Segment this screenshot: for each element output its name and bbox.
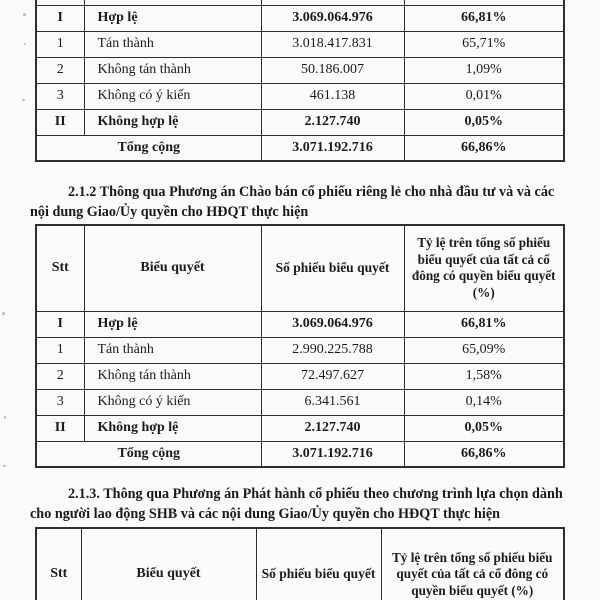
section-heading-2-1-2: [30, 183, 554, 222]
cell-votes: 3.069.064.976: [261, 311, 404, 337]
cell-stt: 3: [36, 389, 84, 415]
cell-ratio: 66,81%: [404, 311, 564, 337]
section-heading-line: 2.1.3. Thông qua Phương án Phát hành cổ phiếu theo chương trình lựa chọn dành: [68, 486, 563, 502]
cell-votes: 461.138: [261, 83, 404, 109]
header-votes: Số phiếu biểu quyết: [261, 225, 404, 311]
header-ratio: Tỷ lệ trên tổng số phiếu biểu quyết của tất cả cổ đông có quyền biểu quyết (%): [381, 528, 564, 600]
cell-ratio: 66,86%: [404, 135, 564, 161]
cell-ratio: 66,81%: [404, 5, 564, 31]
cell-stt: 2: [36, 57, 84, 83]
cell-ratio: 0,01%: [404, 83, 564, 109]
cell-total-label: Tổng cộng: [36, 135, 261, 161]
section-heading-2-1-3: [30, 485, 563, 524]
table-row: [36, 5, 564, 31]
cell-ratio: 1,58%: [404, 363, 564, 389]
cell-option: Hợp lệ: [84, 311, 261, 337]
cell-stt: II: [36, 415, 84, 441]
cell-ratio: 0,14%: [404, 389, 564, 415]
cell-ratio: 0,05%: [404, 415, 564, 441]
cell-votes: 50.186.007: [261, 57, 404, 83]
table-row: [36, 57, 564, 83]
cell-stt: 1: [36, 337, 84, 363]
cell-votes: 72.497.627: [261, 363, 404, 389]
table-row: [36, 109, 564, 135]
cell-option: Tán thành: [84, 337, 261, 363]
cell-option: Hợp lệ: [84, 5, 261, 31]
table-row: [36, 31, 564, 57]
cell-votes: 3.071.192.716: [261, 135, 404, 161]
cell-stt: 3: [36, 83, 84, 109]
table-header-row: [36, 528, 564, 600]
total-row: [36, 135, 564, 161]
cell-votes: 2.127.740: [261, 109, 404, 135]
scan-speck: [2, 312, 5, 315]
cell-ratio: 65,09%: [404, 337, 564, 363]
cell-stt: II: [36, 109, 84, 135]
scan-speck: [3, 465, 6, 467]
scan-speck: [23, 13, 26, 16]
cell-stt: 2: [36, 363, 84, 389]
cell-ratio: 66,86%: [404, 441, 564, 467]
cell-option: Không tán thành: [84, 57, 261, 83]
cell-votes: 6.341.561: [261, 389, 404, 415]
table-row: [36, 363, 564, 389]
cell-option: Không có ý kiến: [84, 83, 261, 109]
header-votes: Số phiếu biểu quyết: [256, 528, 381, 600]
cell-stt: I: [36, 5, 84, 31]
header-option: Biểu quyết: [84, 225, 261, 311]
cell-votes: 3.069.064.976: [261, 5, 404, 31]
cell-option: Tán thành: [84, 31, 261, 57]
cell-total-label: Tổng cộng: [36, 441, 261, 467]
scan-speck: [22, 99, 25, 101]
section-heading-line: 2.1.2 Thông qua Phương án Chào bán cổ phiếu riêng lẻ cho nhà đầu tư và và các: [68, 184, 555, 200]
table-row: [36, 311, 564, 337]
table-row: [36, 389, 564, 415]
cell-ratio: 1,09%: [404, 57, 564, 83]
table-row: [36, 415, 564, 441]
scan-speck: [24, 43, 26, 45]
voting-results-table-2: [35, 224, 565, 468]
table-header-row: [36, 225, 564, 311]
cell-votes: 3.018.417.831: [261, 31, 404, 57]
cell-votes: 2.127.740: [261, 415, 404, 441]
cell-votes: 3.071.192.716: [261, 441, 404, 467]
cell-option: Không hợp lệ: [84, 415, 261, 441]
cell-ratio: 65,71%: [404, 31, 564, 57]
cell-votes: 2.990.225.788: [261, 337, 404, 363]
voting-results-table-3: [35, 527, 565, 600]
header-stt: Stt: [36, 528, 81, 600]
cell-stt: 1: [36, 31, 84, 57]
cell-option: Không hợp lệ: [84, 109, 261, 135]
table-row: [36, 83, 564, 109]
section-heading-line: cho người lao động SHB và các nội dung Giao/Ủy quyền cho HĐQT thực hiện: [30, 505, 501, 522]
cell-option: Không có ý kiến: [84, 389, 261, 415]
scan-speck: [4, 416, 6, 419]
cell-stt: I: [36, 311, 84, 337]
header-option: Biểu quyết: [81, 528, 256, 600]
header-ratio: Tỷ lệ trên tổng số phiếu biểu quyết của tất cả cổ đông có quyền biểu quyết (%): [404, 225, 564, 311]
cell-ratio: 0,05%: [404, 109, 564, 135]
cell-option: Không tán thành: [84, 363, 261, 389]
table-row: [36, 337, 564, 363]
header-stt: Stt: [36, 225, 84, 311]
total-row: [36, 441, 564, 467]
voting-results-table-1: [35, 0, 565, 162]
section-heading-line: nội dung Giao/Ủy quyền cho HĐQT thực hiện: [30, 203, 309, 220]
